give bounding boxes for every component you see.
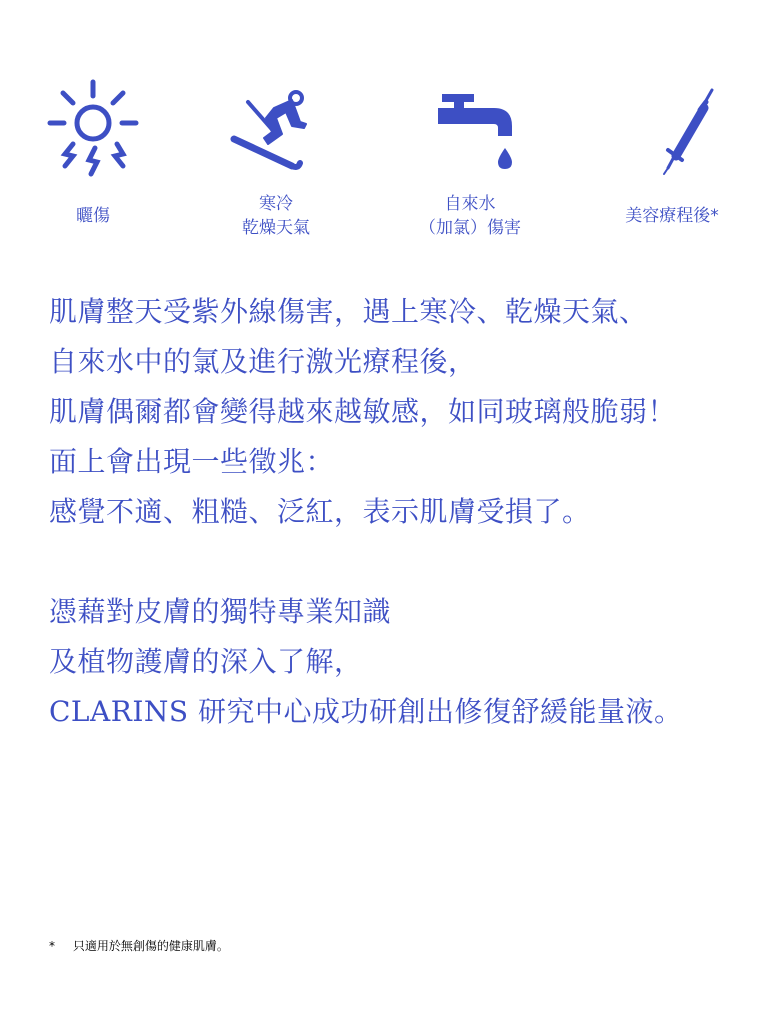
research-paragraph bbox=[49, 587, 682, 737]
text-line: 憑藉對皮膚的獨特專業知識 bbox=[49, 595, 392, 628]
text-line: 肌膚整天受紫外線傷害，遇上寒冷、乾燥天氣、 bbox=[49, 295, 648, 328]
syringe-icon bbox=[630, 78, 730, 178]
sunburn-item bbox=[3, 78, 183, 178]
sunburn-label: 曬傷 bbox=[76, 206, 110, 226]
footnote bbox=[49, 937, 229, 954]
faucet-icon bbox=[420, 78, 520, 178]
tap-water-label: 自來水 （加氯）傷害 bbox=[419, 194, 521, 238]
cold-weather-item bbox=[186, 78, 366, 178]
footnote-marker: * bbox=[49, 939, 55, 953]
beauty-treatment-label: 美容療程後* bbox=[625, 206, 719, 226]
cold-weather-label: 寒冷 乾燥天氣 bbox=[242, 194, 310, 238]
icon-row bbox=[0, 0, 769, 260]
skier-icon bbox=[226, 78, 326, 178]
text-line: 自來水中的氯及進行激光療程後， bbox=[49, 345, 477, 378]
intro-paragraph bbox=[49, 287, 676, 537]
tap-water-item bbox=[380, 78, 560, 178]
text-line: 肌膚偶爾都會變得越來越敏感，如同玻璃般脆弱！ bbox=[49, 395, 677, 428]
text-line: 及植物護膚的深入了解， bbox=[49, 645, 363, 678]
footnote-text: 只適用於無創傷的健康肌膚。 bbox=[72, 939, 229, 953]
sun-icon bbox=[43, 78, 143, 178]
text-line: 面上會出現一些徵兆： bbox=[49, 445, 335, 478]
beauty-treatment-item bbox=[590, 78, 769, 178]
text-line: 感覺不適、粗糙、泛紅，表示肌膚受損了。 bbox=[49, 495, 591, 528]
text-line: CLARINS 研究中心成功研創出修復舒緩能量液。 bbox=[49, 695, 683, 728]
